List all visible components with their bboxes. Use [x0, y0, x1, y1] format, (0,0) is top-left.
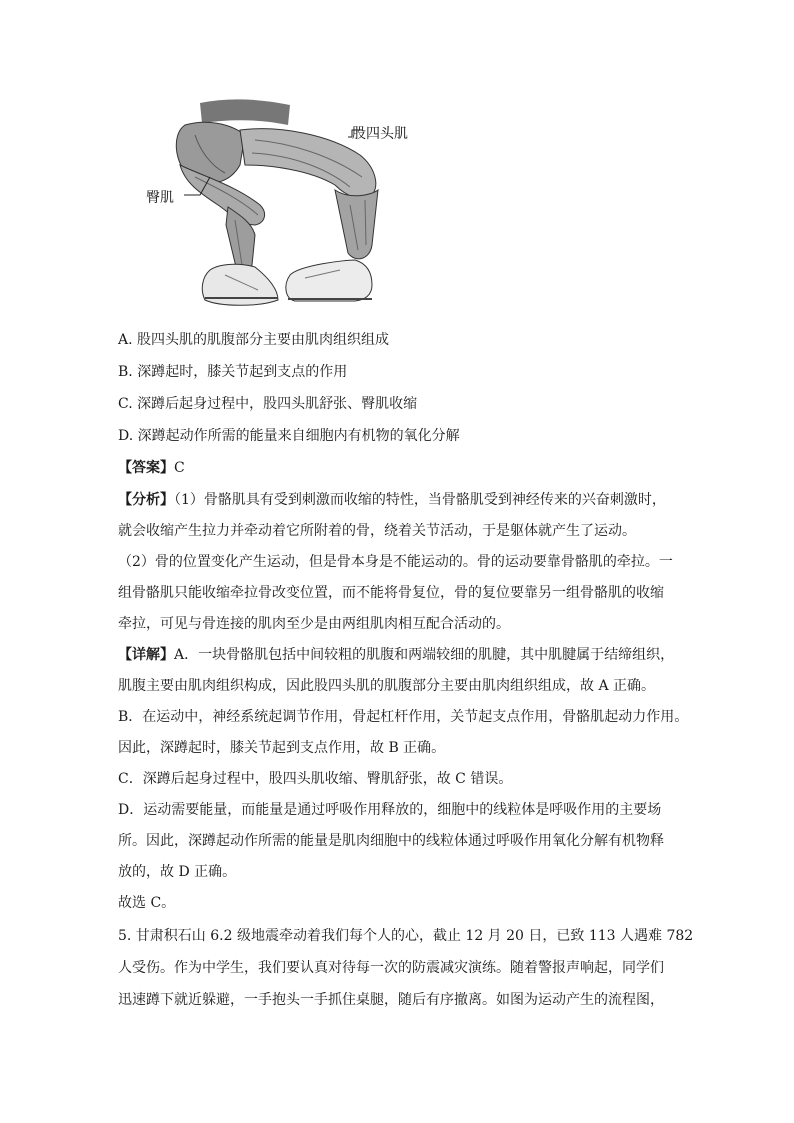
option-d: D. 深蹲起动作所需的能量来自细胞内有机物的氧化分解	[118, 428, 460, 444]
detail-line-9: 故选 C。	[118, 895, 176, 911]
detail-line-3: B．在运动中，神经系统起调节作用，骨起杠杆作用，关节起支点作用，骨骼肌起动力作用。	[118, 709, 689, 725]
detail-line-7: 所。因此，深蹲起动作所需的能量是肌肉细胞中的线粒体通过呼吸作用氧化分解有机物释	[118, 833, 664, 849]
option-b: B. 深蹲起时，膝关节起到支点的作用	[118, 364, 348, 380]
quadriceps-label: 股四头肌	[352, 126, 408, 142]
analysis-text-1: （1）骨骼肌具有受到刺激而收缩的特性，当骨骼肌受到神经传来的兴奋刺激时，	[174, 492, 666, 508]
squat-muscle-illustration	[140, 95, 430, 320]
answer-line	[118, 458, 185, 478]
answer-value: C	[174, 460, 185, 476]
detail-line-8: 放的，故 D 正确。	[118, 864, 237, 880]
gluteus-label: 臀肌	[146, 190, 174, 206]
analysis-line-1	[118, 490, 666, 510]
question5-line-1: 5. 甘肃积石山 6.2 级地震牵动着我们每个人的心，截止 12 月 20 日，已致 113 人遇难 782	[118, 928, 694, 944]
detail-line-1	[118, 645, 674, 665]
question5-line-2: 人受伤。作为中学生，我们要认真对待每一次的防震减灾演练。随着警报声响起，同学们	[118, 960, 664, 976]
detail-line-6: D．运动需要能量，而能量是通过呼吸作用释放的，细胞中的线粒体是呼吸作用的主要场	[118, 802, 662, 818]
answer-tag: 【答案】	[118, 460, 174, 476]
analysis-line-5: 牵拉，可见与骨连接的肌肉至少是由两组肌肉相互配合活动的。	[118, 616, 510, 632]
detail-line-2: 肌腹主要由肌肉组织构成，因此股四头肌的肌腹部分主要由肌肉组织组成，故 A 正确。	[118, 678, 656, 694]
detail-tag: 【详解】	[118, 647, 174, 663]
analysis-tag: 【分析】	[118, 492, 174, 508]
analysis-line-3: （2）骨的位置变化产生运动，但是骨本身是不能运动的。骨的运动要靠骨骼肌的牵拉。一	[118, 554, 673, 570]
detail-line-5: C．深蹲后起身过程中，股四头肌收缩、臀肌舒张，故 C 错误。	[118, 771, 513, 787]
detail-text-1: A．一块骨骼肌包括中间较粗的肌腹和两端较细的肌腱，其中肌腱属于结缔组织，	[174, 647, 675, 663]
question5-line-3: 迅速蹲下就近躲避，一手抱头一手抓住桌腿，随后有序撤离。如图为运动产生的流程图，	[118, 992, 664, 1008]
analysis-line-2: 就会收缩产生拉力并牵动着它所附着的骨，绕着关节活动，于是躯体就产生了运动。	[118, 523, 636, 539]
detail-line-4: 因此，深蹲起时，膝关节起到支点作用，故 B 正确。	[118, 740, 446, 756]
analysis-line-4: 组骨骼肌只能收缩牵拉骨改变位置，而不能将骨复位，骨的复位要靠另一组骨骼肌的收缩	[118, 585, 664, 601]
option-a: A. 股四头肌的肌腹部分主要由肌肉组织组成	[118, 332, 390, 348]
option-c: C. 深蹲后起身过程中，股四头肌舒张、臀肌收缩	[118, 396, 418, 412]
